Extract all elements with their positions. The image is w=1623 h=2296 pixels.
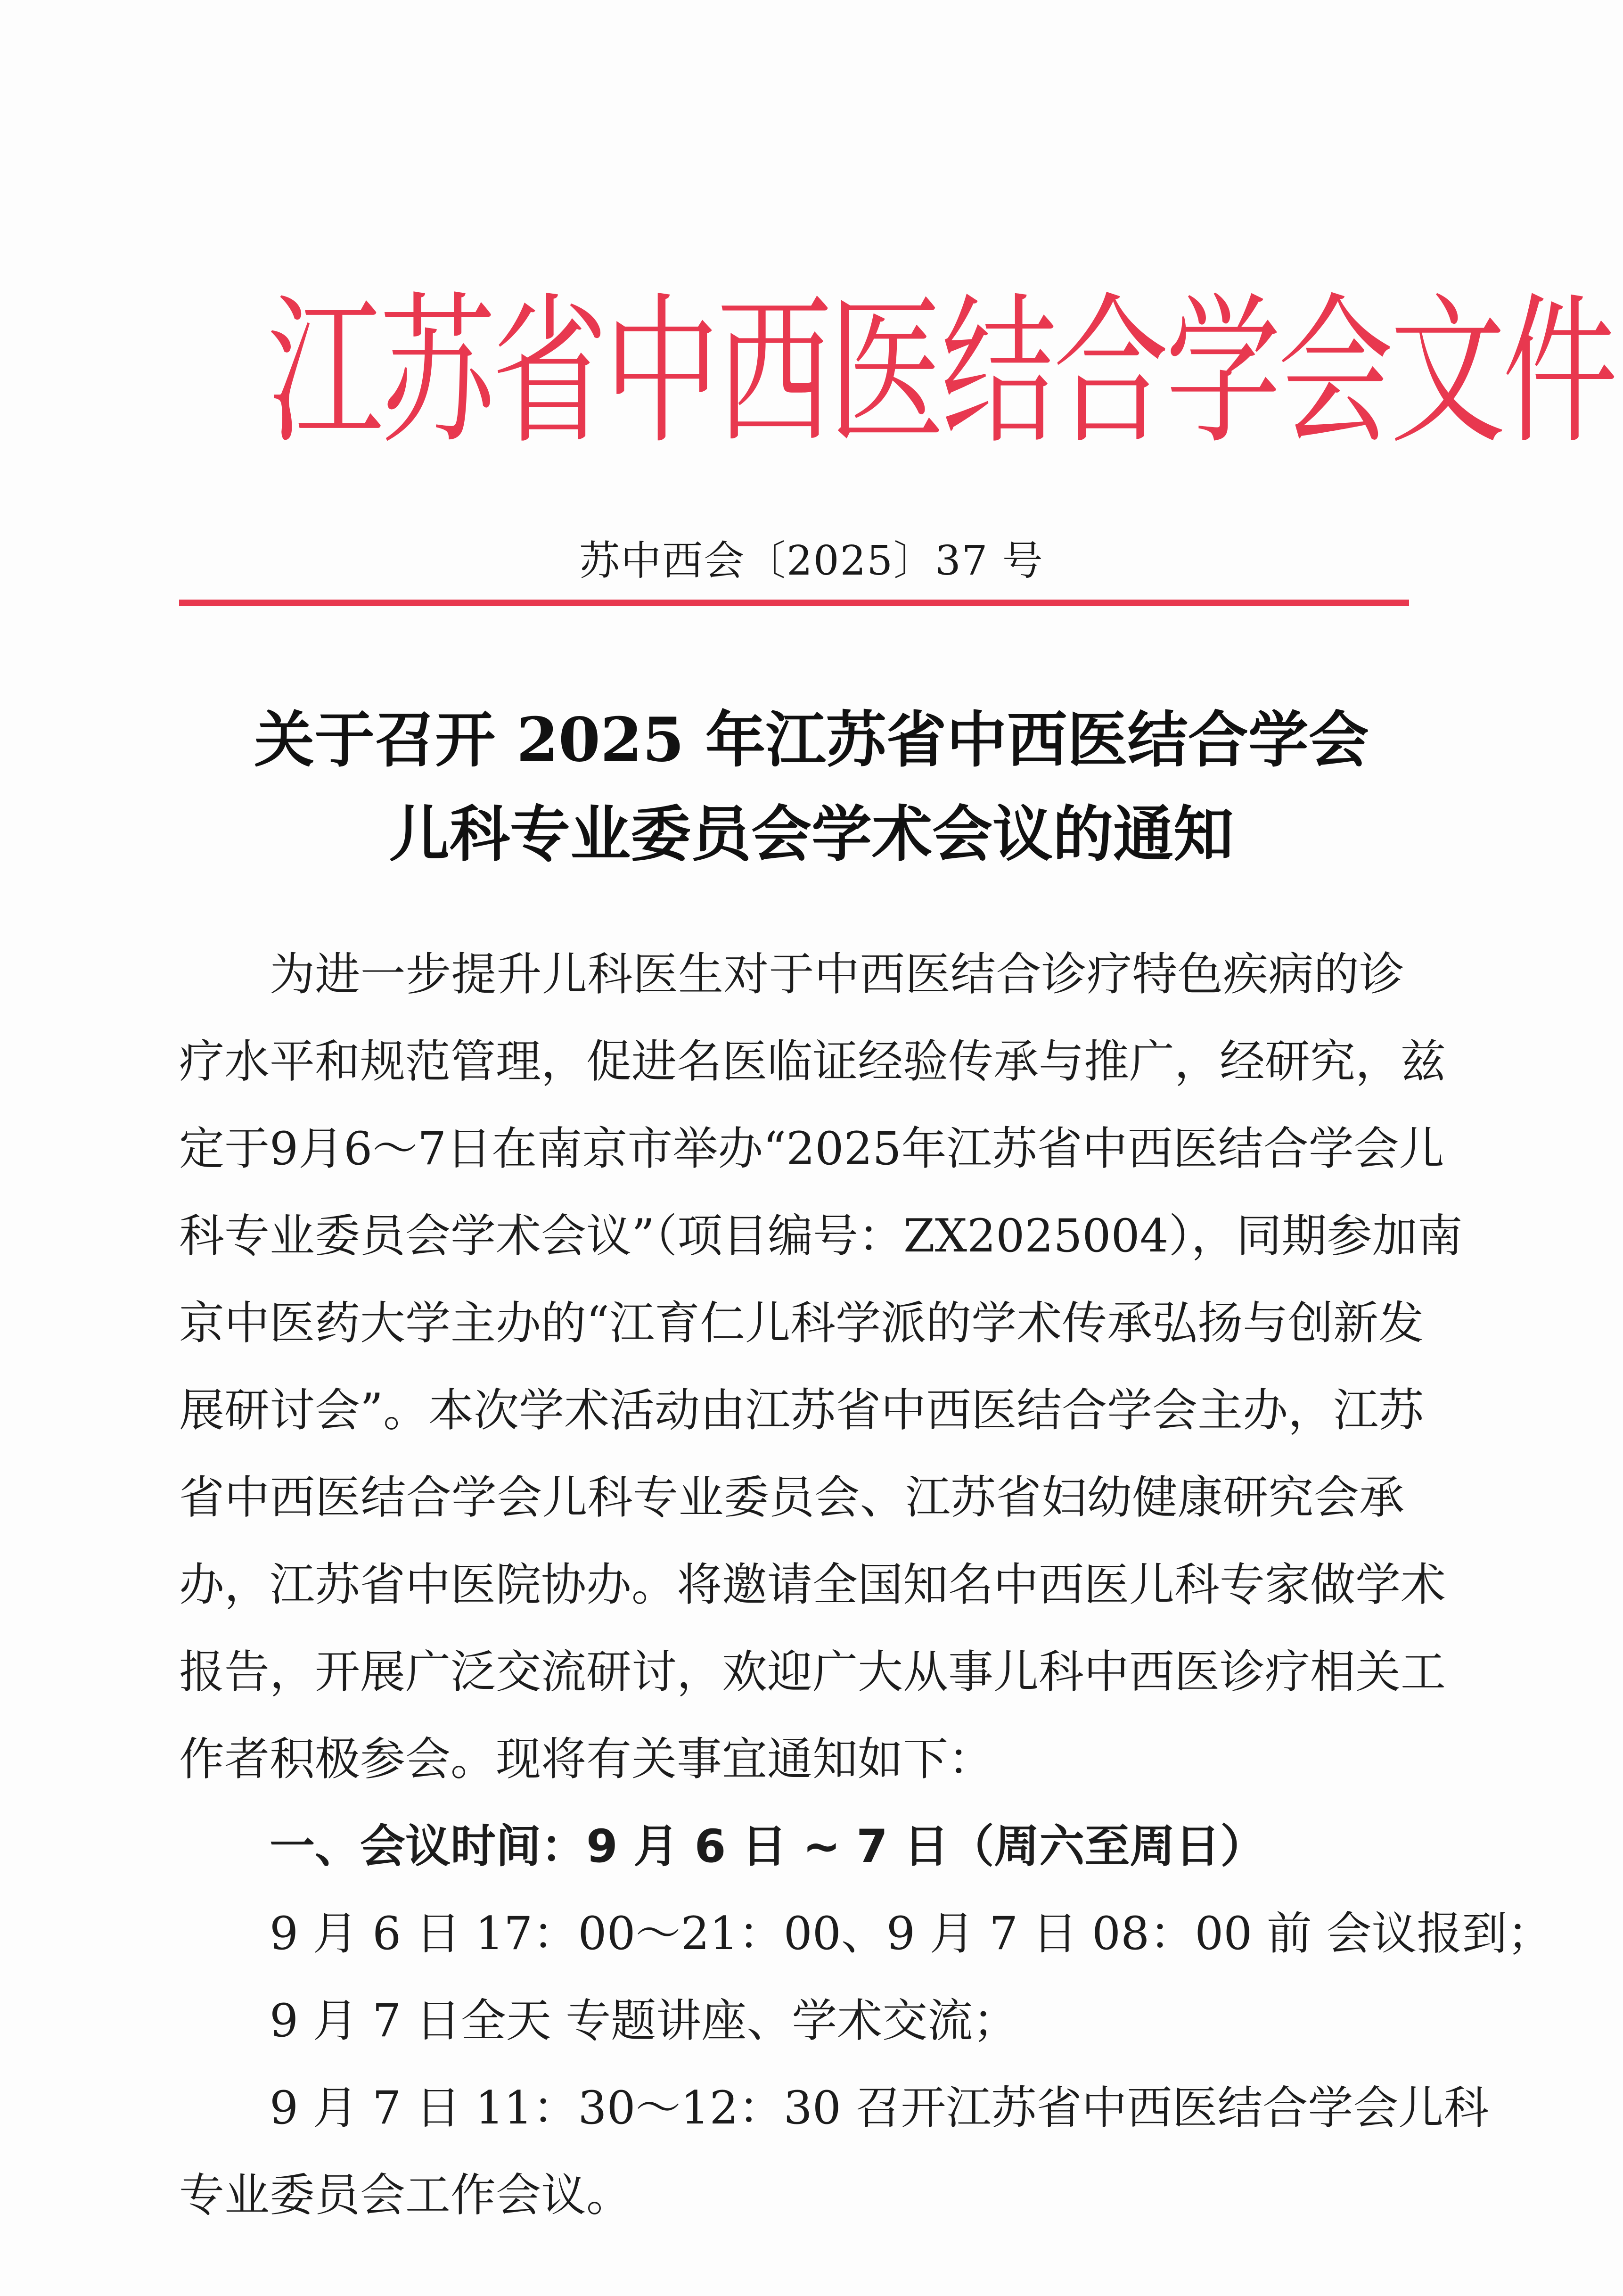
- notice-title-line-2: 儿科专业委员会学术会议的通知: [389, 799, 1234, 870]
- document-number: 苏中西会〔2025〕37 号: [579, 537, 1044, 584]
- paragraph-line: 为进一步提升儿科医生对于中西医结合诊疗特色疾病的诊: [270, 948, 1404, 1001]
- section-heading-meeting-time: 一、会议时间：9 月 6 日 ~ 7 日（周六至周日）: [270, 1820, 1266, 1873]
- org-masthead-title: 江苏省中西医结合学会文件: [267, 278, 1615, 467]
- notice-title: [0, 693, 1623, 881]
- paragraph-line: 办，江苏省中医院协办。将邀请全国知名中西医儿科专家做学术: [179, 1558, 1446, 1611]
- schedule-item: 9 月 6 日 17：00～21：00、9 月 7 日 08：00 前 会议报到；: [270, 1907, 1553, 1960]
- paragraph-line: 科专业委员会学术会议”（项目编号：ZX2025004），同期参加南: [179, 1210, 1463, 1262]
- paragraph-line: 作者积极参会。现将有关事宜通知如下：: [179, 1733, 993, 1786]
- paragraph-line: 省中西医结合学会儿科专业委员会、江苏省妇幼健康研究会承: [179, 1471, 1404, 1524]
- paragraph-line: 报告，开展广泛交流研讨，欢迎广大从事儿科中西医诊疗相关工: [179, 1646, 1446, 1698]
- paragraph-line: 京中医药大学主办的“江育仁儿科学派的学术传承弘扬与创新发: [179, 1297, 1424, 1350]
- notice-title-line-1: 关于召开 2025 年江苏省中西医结合学会: [254, 705, 1369, 775]
- schedule-item: 9 月 7 日全天 专题讲座、学术交流；: [270, 1994, 1018, 2047]
- schedule-item: 9 月 7 日 11：30～12：30 召开江苏省中西医结合学会儿科: [270, 2082, 1489, 2134]
- paragraph-line: 展研讨会”。本次学术活动由江苏省中西医结合学会主办，江苏: [179, 1384, 1424, 1437]
- red-divider-line: [179, 600, 1409, 606]
- notice-body: [179, 931, 1553, 2239]
- paragraph-line: 定于9月6～7日在南京市举办“2025年江苏省中西医结合学会儿: [179, 1122, 1444, 1175]
- schedule-item: 专业委员会工作会议。: [179, 2169, 631, 2222]
- paragraph-line: 疗水平和规范管理，促进名医临证经验传承与推广，经研究，兹: [179, 1035, 1446, 1088]
